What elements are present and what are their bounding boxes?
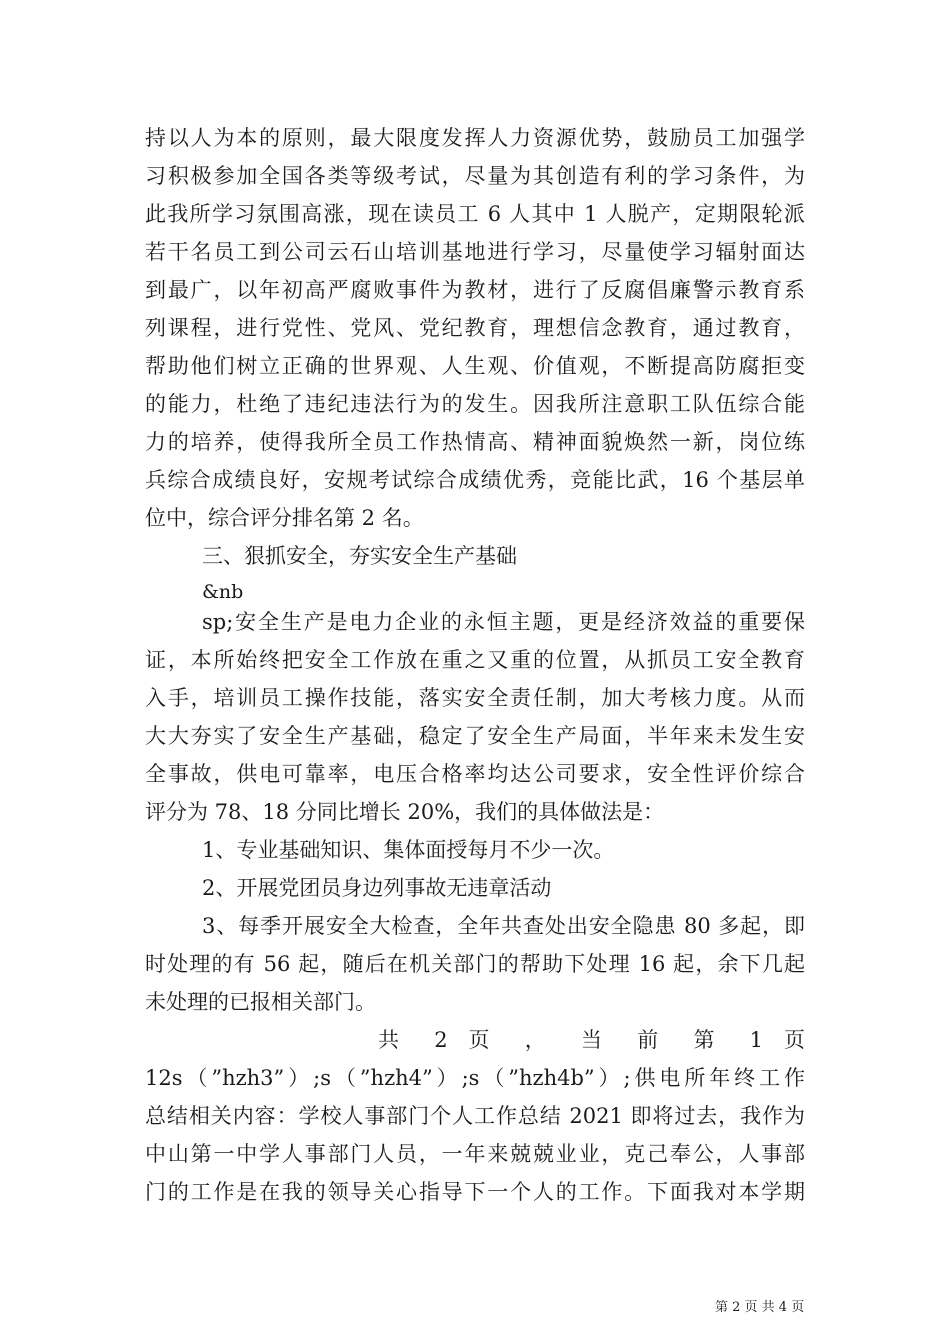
text-line: 评分为 78、18 分同比增长 20%，我们的具体做法是： (145, 800, 665, 824)
text-line: 中山第一中学人事部门人员，一年来兢兢业业，克己奉公，人事部 (145, 1142, 805, 1166)
text-line: 到最广，以年初高严腐败事件为教材，进行了反腐倡廉警示教育系 (145, 278, 805, 302)
text-line: 时处理的有 56 起，随后在机关部门的帮助下处理 16 起，余下几起 (145, 952, 805, 976)
text-line: 列课程，进行党性、党风、党纪教育，理想信念教育，通过教育， (145, 316, 805, 340)
text-line: 持以人为本的原则，最大限度发挥人力资源优势，鼓励员工加强学 (145, 126, 805, 150)
text-line: 的能力，杜绝了违纪违法行为的发生。因我所注意职工队伍综合能 (145, 392, 805, 416)
page-count-line: 共 2 页 ， 当 前 第 1 页 (378, 1028, 805, 1052)
text-line: 证，本所始终把安全工作放在重之又重的位置，从抓员工安全教育 (145, 648, 805, 672)
text-line: 力的培养，使得我所全员工作热情高、精神面貌焕然一新，岗位练 (145, 430, 805, 454)
text-line: &nb (202, 581, 244, 603)
text-line: 大大夯实了安全生产基础，稳定了安全生产局面，半年来未发生安 (145, 724, 805, 748)
text-line: 兵综合成绩良好，安规考试综合成绩优秀，竞能比武，16 个基层单 (145, 468, 805, 492)
list-item: 3、每季开展安全大检查，全年共查处出安全隐患 80 多起，即 (202, 914, 805, 938)
list-item: 2、开展党团员身边列事故无违章活动 (202, 876, 552, 900)
text-line: 此我所学习氛围高涨，现在读员工 6 人其中 1 人脱产，定期限轮派 (145, 202, 805, 226)
text-line: 全事故，供电可靠率，电压合格率均达公司要求，安全性评价综合 (145, 762, 805, 786)
text-line: 位中，综合评分排名第 2 名。 (145, 506, 424, 530)
text-line: 总结相关内容：学校人事部门个人工作总结 2021 即将过去，我作为 (145, 1104, 805, 1128)
text-line: 入手，培训员工操作技能，落实安全责任制，加大考核力度。从而 (145, 686, 805, 710)
text-line: sp;安全生产是电力企业的永恒主题，更是经济效益的重要保 (202, 610, 805, 634)
page-footer: 第 2 页 共 4 页 (715, 1300, 805, 1315)
text-line: 12s（”hzh3”）;s（”hzh4”）;s（”hzh4b”）;供电所年终工作 (145, 1066, 805, 1090)
section-heading: 三、狠抓安全，夯实安全生产基础 (202, 544, 517, 568)
text-line: 未处理的已报相关部门。 (145, 990, 376, 1014)
text-line: 门的工作是在我的领导关心指导下一个人的工作。下面我对本学期 (145, 1180, 805, 1204)
text-line: 帮助他们树立正确的世界观、人生观、价值观，不断提高防腐拒变 (145, 354, 805, 378)
list-item: 1、专业基础知识、集体面授每月不少一次。 (202, 838, 615, 862)
text-line: 习积极参加全国各类等级考试，尽量为其创造有利的学习条件，为 (145, 164, 805, 188)
text-line: 若干名员工到公司云石山培训基地进行学习，尽量使学习辐射面达 (145, 240, 805, 264)
